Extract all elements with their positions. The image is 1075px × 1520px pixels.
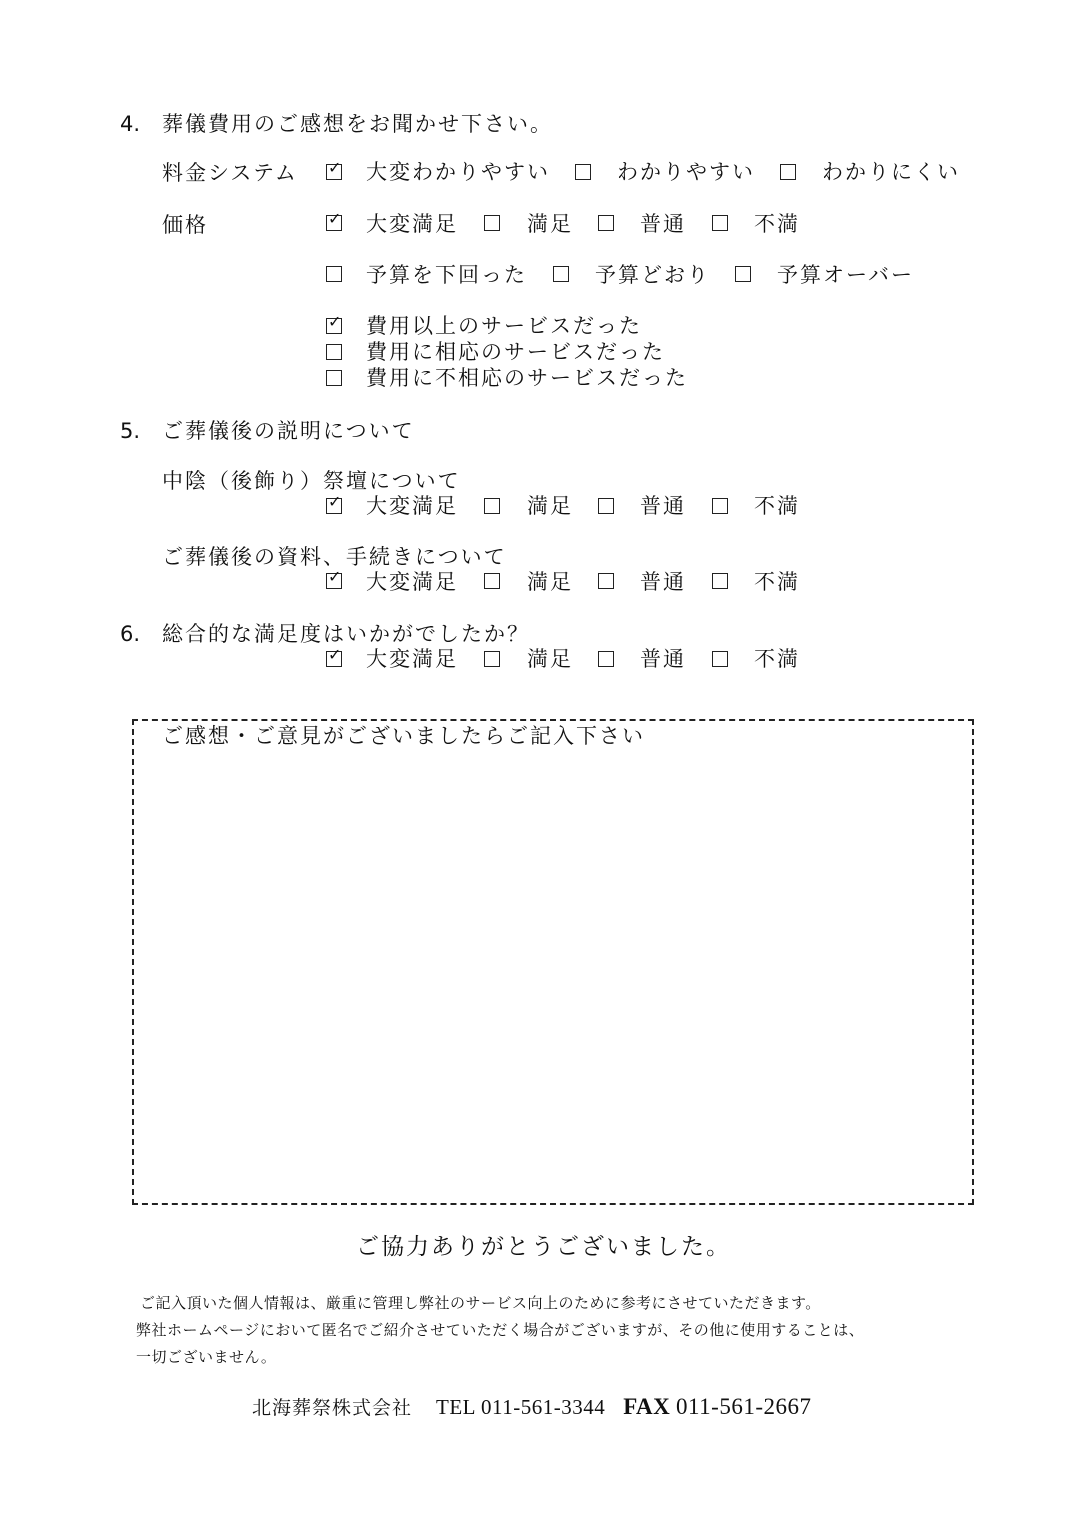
system-option-1-label: わかりやすい (617, 160, 755, 184)
budget-option-2-label: 予算オーバー (777, 263, 914, 287)
price-option-3-checkbox[interactable] (712, 215, 728, 231)
q6-option-3-checkbox[interactable] (712, 651, 728, 667)
q5-sub2-label: ご葬儀後の資料、手続きについて (162, 545, 507, 569)
sub1-option-1-checkbox[interactable] (484, 498, 500, 514)
price-option-2-label: 普通 (640, 212, 686, 236)
system-option-0-checkbox[interactable] (326, 158, 342, 180)
fax-label: FAX (623, 1394, 671, 1419)
system-option-1-checkbox[interactable] (575, 164, 591, 180)
privacy-line-1: ご記入頂いた個人情報は、厳重に管理し弊社のサービス向上のために参考にさせていただきます。 (140, 1294, 821, 1312)
sub1-option-3-label: 不満 (754, 494, 800, 518)
check-mark-icon: ✓ (328, 645, 342, 664)
q5-title: ご葬儀後の説明について (162, 419, 415, 443)
footer (252, 1394, 811, 1421)
sub2-option-1-checkbox[interactable] (484, 573, 500, 589)
sub1-option-0-checkbox[interactable] (326, 492, 342, 514)
sub2-option-2-checkbox[interactable] (598, 573, 614, 589)
check-mark-icon: ✓ (328, 209, 342, 228)
price-option-3-label: 不満 (754, 212, 800, 236)
q4-title: 葬儀費用のご感想をお聞かせ下さい。 (162, 112, 553, 136)
q6-option-0-checkbox[interactable] (326, 645, 342, 667)
budget-option-1-label: 予算どおり (595, 263, 710, 287)
budget-option-0-label: 予算を下回った (366, 263, 527, 287)
price-option-1-checkbox[interactable] (484, 215, 500, 231)
check-mark-icon: ✓ (328, 158, 342, 177)
value-option-1-label: 費用に相応のサービスだった (366, 340, 665, 364)
sub1-option-1-label: 満足 (527, 494, 573, 518)
sub1-option-2-checkbox[interactable] (598, 498, 614, 514)
sub1-option-2-label: 普通 (640, 494, 686, 518)
tel-label: TEL (436, 1395, 476, 1419)
q6-option-0-label: 大変満足 (366, 647, 458, 671)
system-option-0-label: 大変わかりやすい (366, 160, 550, 184)
value-option-0-checkbox[interactable] (326, 312, 342, 334)
sub1-option-3-checkbox[interactable] (712, 498, 728, 514)
sub2-option-3-checkbox[interactable] (712, 573, 728, 589)
company-name: 北海葬祭株式会社 (252, 1397, 413, 1419)
budget-option-2-checkbox[interactable] (735, 266, 751, 282)
q4-number: 4. (120, 112, 141, 136)
sub2-option-1-label: 満足 (527, 570, 573, 594)
sub2-option-2-label: 普通 (640, 570, 686, 594)
system-option-2-checkbox[interactable] (780, 164, 796, 180)
sub1-option-0-label: 大変満足 (366, 494, 458, 518)
comments-prompt: ご感想・ご意見がございましたらご記入下さい (162, 724, 645, 748)
sub2-option-0-label: 大変満足 (366, 570, 458, 594)
privacy-line-2: 弊社ホームページにおいて匿名でご紹介させていただく場合がございますが、その他に使用することは、 (136, 1321, 865, 1339)
value-option-0-label: 費用以上のサービスだった (366, 314, 642, 338)
price-label: 価格 (162, 213, 208, 237)
comments-box[interactable] (132, 719, 974, 1205)
q6-number: 6. (120, 622, 141, 646)
sub2-option-0-checkbox[interactable] (326, 567, 342, 589)
fax-number: 011-561-2667 (676, 1394, 812, 1419)
price-option-1-label: 満足 (527, 212, 573, 236)
system-label: 料金システム (162, 161, 298, 185)
q6-option-2-label: 普通 (640, 647, 686, 671)
system-option-2-label: わかりにくい (822, 160, 960, 184)
q6-option-3-label: 不満 (754, 647, 800, 671)
value-option-1-checkbox[interactable] (326, 344, 342, 360)
price-option-0-checkbox[interactable] (326, 209, 342, 231)
budget-option-0-checkbox[interactable] (326, 266, 342, 282)
q5-number: 5. (120, 419, 141, 443)
budget-option-1-checkbox[interactable] (553, 266, 569, 282)
q5-sub1-label: 中陰（後飾り）祭壇について (162, 469, 461, 493)
sub2-option-3-label: 不満 (754, 570, 800, 594)
q6-option-1-label: 満足 (527, 647, 573, 671)
value-option-2-label: 費用に不相応のサービスだった (366, 366, 688, 390)
q6-option-2-checkbox[interactable] (598, 651, 614, 667)
value-option-2-checkbox[interactable] (326, 370, 342, 386)
price-option-0-label: 大変満足 (366, 212, 458, 236)
privacy-line-3: 一切ございません。 (136, 1348, 277, 1366)
check-mark-icon: ✓ (328, 312, 342, 331)
check-mark-icon: ✓ (328, 567, 342, 586)
q6-title: 総合的な満足度はいかがでしたか？ (162, 622, 530, 646)
price-option-2-checkbox[interactable] (598, 215, 614, 231)
q6-option-1-checkbox[interactable] (484, 651, 500, 667)
check-mark-icon: ✓ (328, 492, 342, 511)
thanks-message: ご協力ありがとうございました。 (356, 1234, 731, 1260)
tel-number: 011-561-3344 (480, 1395, 606, 1419)
